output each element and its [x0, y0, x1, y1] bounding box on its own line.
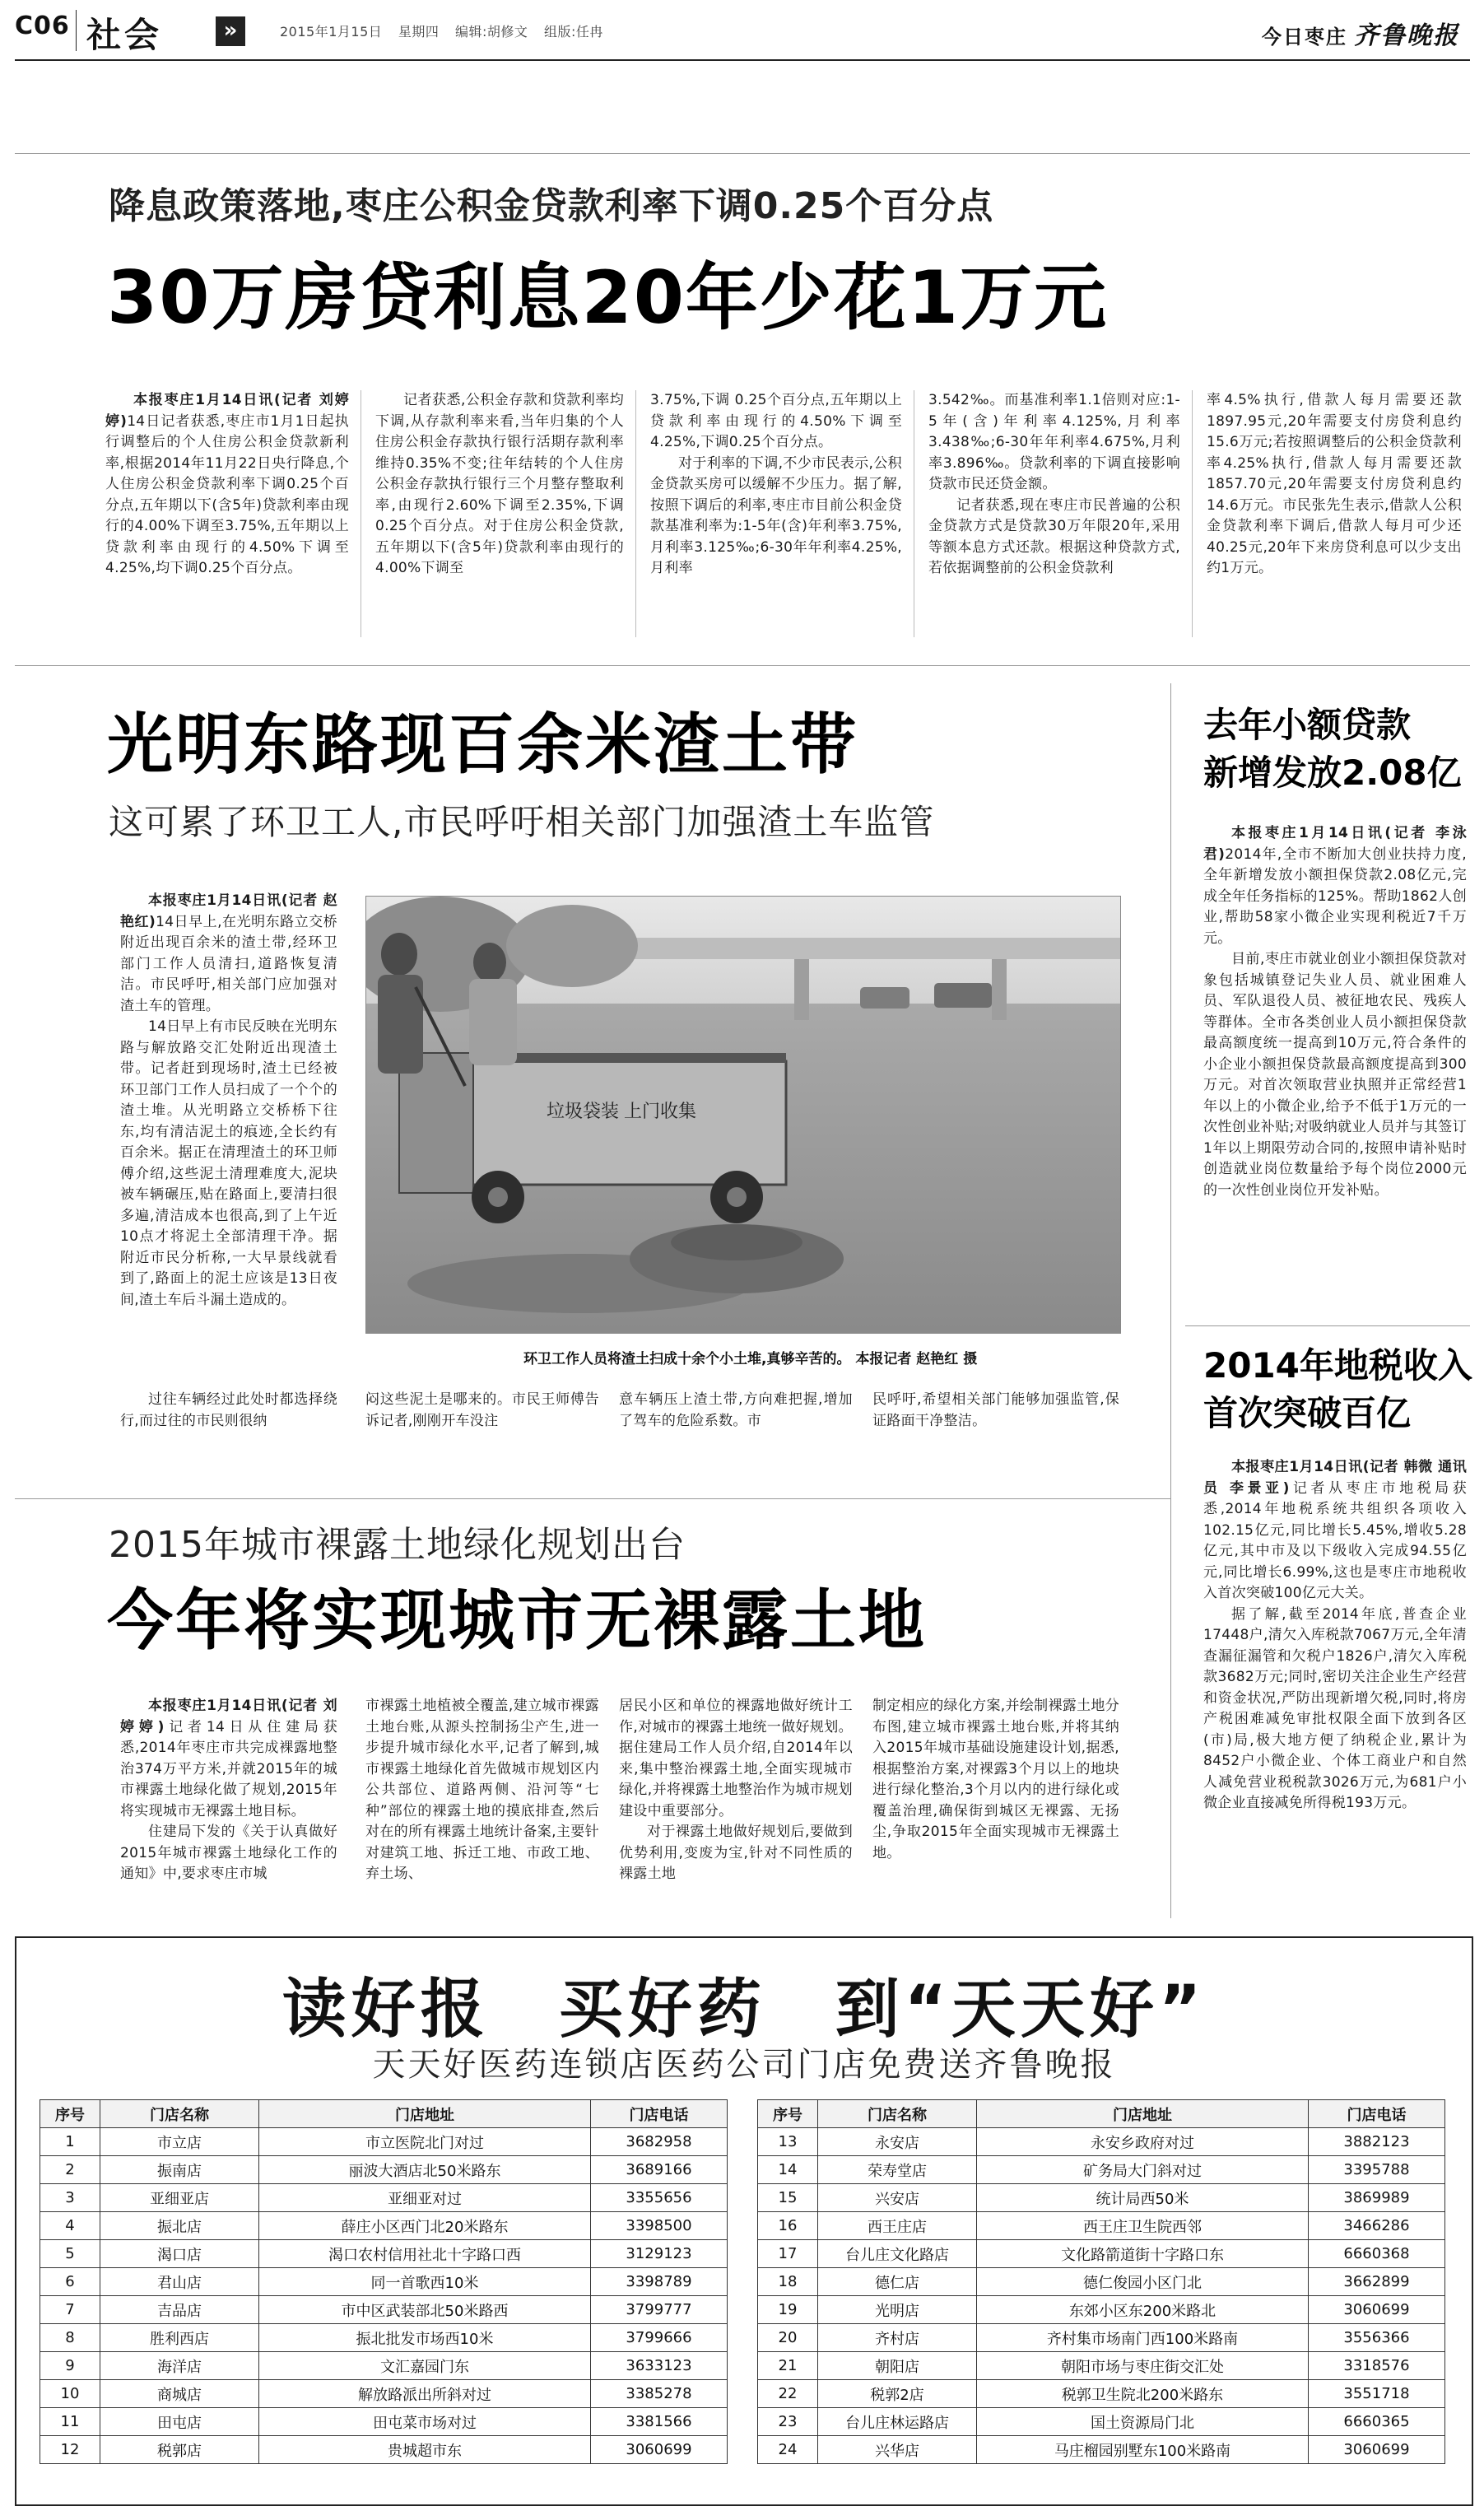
side1-headline-line2: 新增发放2.08亿	[1203, 752, 1462, 793]
store-name: 西王庄店	[818, 2212, 977, 2240]
store-address: 贵城超市东	[259, 2436, 591, 2464]
store-number: 11	[40, 2408, 100, 2436]
store-name: 齐村店	[818, 2324, 977, 2352]
story3-col3-text-a: 居民小区和单位的裸露地做好统计工作,对城市的裸露土地统一做好规划。据住建局工作人员介绍,自2014年以来,集中整治裸露土地,全面实现城市绿化,并将裸露土地整治作为城市规划建设中重要部分。	[619, 1698, 853, 1819]
story3-column-3	[619, 1696, 853, 1885]
store-name: 光明店	[818, 2296, 977, 2324]
store-name: 台儿庄文化路店	[818, 2240, 977, 2268]
store-name: 君山店	[100, 2268, 259, 2296]
table-row	[40, 2212, 728, 2240]
side2-headline	[1203, 1342, 1472, 1437]
table-row	[758, 2436, 1445, 2464]
story3-col3-text-b: 对于裸露土地做好规划后,要做到优势利用,变废为宝,针对不同性质的裸露土地	[619, 1824, 853, 1882]
store-name: 振北店	[100, 2212, 259, 2240]
store-number: 16	[758, 2212, 818, 2240]
story2-bottom-col-4	[872, 1390, 1119, 1432]
store-address: 永安乡政府对过	[977, 2128, 1309, 2156]
table-row	[758, 2268, 1445, 2296]
store-number: 2	[40, 2156, 100, 2184]
store-phone: 3466286	[1309, 2212, 1445, 2240]
store-address: 解放路派出所斜对过	[259, 2380, 591, 2408]
story3-column-1	[120, 1696, 337, 1885]
store-address: 朝阳市场与枣庄街交汇处	[977, 2352, 1309, 2380]
table-row	[40, 2184, 728, 2212]
table-row	[758, 2408, 1445, 2436]
store-address: 齐村集市场南门西100米路南	[977, 2324, 1309, 2352]
store-address: 同一首歌西10米	[259, 2268, 591, 2296]
story1-headline: 30万房贷利息20年少花1万元	[107, 255, 1109, 340]
sidebar-divider	[1170, 683, 1171, 1918]
store-name: 渴口店	[100, 2240, 259, 2268]
store-number: 5	[40, 2240, 100, 2268]
store-name: 市立店	[100, 2128, 259, 2156]
story1-col2-text: 记者获悉,公积金存款和贷款利率均下调,从存款利率来看,当年归集的个人住房公积金存款执行银行活期存款利率维持0.35%不变;往年结转的个人住房公积金存款执行银行三个月整存整取利率,由现行2.60%下调至2.35%,下调0.25个百分点。对于住房公积金贷款,五年期以下(含5年)贷款利率由现行的4.00%下调至	[375, 392, 624, 576]
col-header-phone: 门店电话	[1309, 2100, 1445, 2128]
store-address: 文化路箭道街十字路口东	[977, 2240, 1309, 2268]
chevron-right-icon: »	[216, 16, 245, 46]
store-number: 9	[40, 2352, 100, 2380]
side1-body	[1203, 823, 1467, 1201]
story2-bottom-col-3	[619, 1390, 853, 1432]
story1-kicker: 降息政策落地,枣庄公积金贷款利率下调0.25个百分点	[109, 185, 994, 227]
store-name: 商城店	[100, 2380, 259, 2408]
story1-column-1	[105, 390, 349, 580]
store-name: 振南店	[100, 2156, 259, 2184]
col-header-address: 门店地址	[977, 2100, 1309, 2128]
col-header-no: 序号	[758, 2100, 818, 2128]
cart-sign-text: 垃圾袋装 上门收集	[546, 1101, 697, 1121]
store-phone: 3682958	[591, 2128, 728, 2156]
col-header-phone: 门店电话	[591, 2100, 728, 2128]
store-phone: 3381566	[591, 2408, 728, 2436]
editor-credit: 编辑:胡修文	[454, 24, 528, 40]
store-number: 3	[40, 2184, 100, 2212]
issue-meta	[280, 21, 615, 40]
store-phone: 3355656	[591, 2184, 728, 2212]
store-phone: 3662899	[1309, 2268, 1445, 2296]
store-name: 永安店	[818, 2128, 977, 2156]
store-address: 马庄榴园别墅东100米路南	[977, 2436, 1309, 2464]
street-cleaning-photo	[365, 896, 1121, 1334]
table-row	[758, 2240, 1445, 2268]
store-number: 20	[758, 2324, 818, 2352]
story1-bottom-rule	[15, 665, 1470, 666]
brand-label: 今日枣庄	[1262, 26, 1347, 49]
story1-col1-text: 14日记者获悉,枣庄市1月1日起执行调整后的个人住房公积金贷款新利率,根据2014年11月22日央行降息,个人住房公积金贷款利率下调0.25个百分点,五年期以下(含5年)贷款利率由现行的4.00%下调至3.75%,五年期以上贷款利率由现行的4.50%下调至4.25%,均下调0.25个百分点。	[105, 412, 349, 576]
side2-headline-line2: 首次突破百亿	[1203, 1393, 1412, 1433]
story3-column-4	[872, 1696, 1119, 1864]
store-phone: 6660368	[1309, 2240, 1445, 2268]
side2-text-2: 据了解,截至2014年底,普查企业17448户,清欠入库税款7067万元,全年清查漏征漏管和欠税户1826户,清欠入库税款3682万元;同时,密切关注企业生产经营和资金状况,严防出现新增欠税,同时,将房产税困难减免审批权限全面下放到各区(市)局,极大地方便了纳税企业,累计为8452户小微企业、个体工商业户和自然人减免营业税税款3026万元,为681户小微企业直接减免所得税193万元。	[1203, 1605, 1467, 1811]
side1-byline: 本报枣庄1月14日讯(记者 李泳君)	[1203, 825, 1467, 863]
column-divider	[1192, 390, 1193, 637]
story1-col5-text: 率4.5%执行,借款人每月需要还款1897.95元,20年需要支付房贷利息约15.6万元;若按照调整后的公积金贷款利率4.25%执行,借款人每月需要还款1857.70元,20年需要支付房贷利息约14.6万元。市民张先生表示,借款人公积金贷款利率下调后,借款人每月可少还40.25元,20年下来房贷利息可以少支出约1万元。	[1207, 392, 1462, 576]
store-number: 14	[758, 2156, 818, 2184]
story2-bottom-text-1: 过往车辆经过此处时都选择绕行,而过往的市民则很纳	[120, 1391, 337, 1429]
store-name: 荣寿堂店	[818, 2156, 977, 2184]
store-phone: 3060699	[591, 2436, 728, 2464]
side2-text-1: 记者从枣庄市地税局获悉,2014年地税系统共组织各项收入102.15亿元,同比增长5.45%,增收5.28亿元,其中市及以下级收入完成94.55亿元,同比增长6.99%,这也是枣庄市地税收入首次突破100亿元大关。	[1203, 1479, 1467, 1601]
store-phone: 6660365	[1309, 2408, 1445, 2436]
story3-kicker: 2015年城市裸露土地绿化规划出台	[109, 1524, 686, 1566]
issue-date: 2015年1月15日	[280, 24, 383, 40]
store-phone: 3799666	[591, 2324, 728, 2352]
story2-col1-text-a: 14日早上,在光明东路立交桥附近出现百余米的渣土带,经环卫部门工作人员清扫,道路恢复清洁。市民呼吁,相关部门应加强对渣土车的管理。	[120, 913, 337, 1014]
story3-col4-text: 制定相应的绿化方案,并绘制裸露土地分布图,建立城市裸露土地台账,并将其纳入2015年城市基础设施建设计划,据悉,根据整治方案,对裸露3个月以上的地块进行绿化整治,3个月以内的进行绿化或覆盖治理,确保街到城区无裸露、无扬尘,争取2015年全面实现城市无裸露土地。	[872, 1698, 1119, 1861]
story1-col4-text-b: 记者获悉,现在枣庄市民普遍的公积金贷款方式是贷款30万年限20年,采用等额本息方式还款。根据这种贷款方式,若依据调整前的公积金贷款利	[928, 496, 1180, 576]
store-address: 振北批发市场西10米	[259, 2324, 591, 2352]
store-phone: 3385278	[591, 2380, 728, 2408]
table-row	[40, 2240, 728, 2268]
store-phone: 3395788	[1309, 2156, 1445, 2184]
ad-subtitle: 天天好医药连锁店医药公司门店免费送齐鲁晚报	[372, 2046, 1116, 2084]
store-table-left	[40, 2099, 728, 2464]
store-name: 兴安店	[818, 2184, 977, 2212]
store-number: 22	[758, 2380, 818, 2408]
story1-column-5	[1207, 390, 1462, 580]
store-table-right	[757, 2099, 1445, 2464]
store-number: 7	[40, 2296, 100, 2324]
store-address: 文汇嘉园门东	[259, 2352, 591, 2380]
store-phone: 3882123	[1309, 2128, 1445, 2156]
story2-headline: 光明东路现百余米渣土带	[107, 706, 858, 783]
photo-caption: 环卫工作人员将渣土扫成十余个小土堆,真够辛苦的。 本报记者 赵艳红 摄	[523, 1351, 978, 1367]
store-number: 23	[758, 2408, 818, 2436]
table-row	[758, 2156, 1445, 2184]
store-number: 18	[758, 2268, 818, 2296]
layout-credit: 组版:任冉	[543, 24, 603, 40]
table-row	[758, 2380, 1445, 2408]
store-address: 亚细亚对过	[259, 2184, 591, 2212]
story1-col3-text-b: 对于利率的下调,不少市民表示,公积金贷款买房可以缓解不少压力。据了解,按照下调后的利率,枣庄市目前公积金贷款基准利率为:1-5年(含)年利率3.75%,月利率3.125‰;6-30年年利率4.25%,月利率	[650, 454, 902, 576]
story2-col1-text-b: 14日早上有市民反映在光明东路与解放路交汇处附近出现渣土带。记者赶到现场时,渣土已经被环卫部门工作人员扫成了一个个的渣土堆。从光明路立交桥桥下往东,均有清洁泥土的痕迹,全长约有百余米。据正在清理渣土的环卫师傅介绍,这些泥土清理难度大,泥块被车辆碾压,贴在路面上,要清扫很多遍,清洁成本也很高,到了上午近10点才将泥土全部清理干净。据附近市民分析称,一大早景线就看到了,路面上的泥土应该是13日夜间,渣土车后斗漏土造成的。	[120, 1018, 337, 1308]
store-phone: 3398500	[591, 2212, 728, 2240]
page-number: C06	[15, 12, 70, 40]
store-name: 吉品店	[100, 2296, 259, 2324]
store-name: 德仁店	[818, 2268, 977, 2296]
story3-byline: 本报枣庄1月14日讯(记者 刘婷婷)	[120, 1698, 337, 1735]
table-row	[758, 2184, 1445, 2212]
table-row	[40, 2408, 728, 2436]
story2-column-1	[120, 891, 337, 1311]
table-row	[40, 2380, 728, 2408]
newspaper-logo: 齐鲁晚报	[1354, 21, 1459, 50]
table-row	[40, 2324, 728, 2352]
story3-headline: 今年将实现城市无裸露土地	[107, 1582, 927, 1659]
store-address: 东郊小区东200米路北	[977, 2296, 1309, 2324]
table-row	[40, 2128, 728, 2156]
ad-title: 读好报 买好药 到“天天好”	[281, 1973, 1207, 2047]
store-number: 24	[758, 2436, 818, 2464]
col-header-name: 门店名称	[818, 2100, 977, 2128]
store-phone: 3060699	[1309, 2296, 1445, 2324]
store-address: 市中区武装部北50米路西	[259, 2296, 591, 2324]
story2-bottom-col-1	[120, 1390, 337, 1432]
story1-column-2	[375, 390, 624, 580]
store-address: 田屯菜市场对过	[259, 2408, 591, 2436]
side2-byline: 本报枣庄1月14日讯(记者 韩微 通讯员 李景亚)	[1203, 1459, 1467, 1497]
story2-byline: 本报枣庄1月14日讯(记者 赵艳红)	[120, 892, 337, 930]
store-phone: 3633123	[591, 2352, 728, 2380]
story3-top-rule	[15, 1498, 1170, 1499]
store-name: 田屯店	[100, 2408, 259, 2436]
store-name: 税郭2店	[818, 2380, 977, 2408]
table-row	[40, 2296, 728, 2324]
story3-col2-text: 市裸露土地植被全覆盖,建立城市裸露土地台账,从源头控制扬尘产生,进一步提升城市绿化水平,记者了解到,城市裸露土地绿化首先做城市规划区内公共部位、道路两侧、沿河等“七种”部位的裸露土地的摸底排查,然后对在的所有裸露土地统计备案,主要针对建筑工地、拆迁工地、市政工地、弃土场、	[365, 1698, 599, 1882]
store-name: 亚细亚店	[100, 2184, 259, 2212]
story1-byline: 本报枣庄1月14日讯(记者 刘婷婷)	[105, 392, 349, 430]
side-divider	[1185, 1325, 1470, 1326]
store-name: 胜利西店	[100, 2324, 259, 2352]
story2-bottom-col-2	[365, 1390, 599, 1432]
story2-bottom-text-4: 民呼吁,希望相关部门能够加强监管,保证路面干净整洁。	[872, 1391, 1119, 1429]
store-number: 15	[758, 2184, 818, 2212]
photo-illustration	[366, 897, 1120, 1333]
story1-column-4	[928, 390, 1180, 580]
store-number: 6	[40, 2268, 100, 2296]
store-phone: 3060699	[1309, 2436, 1445, 2464]
side1-headline-line1: 去年小额贷款	[1203, 705, 1412, 745]
store-number: 8	[40, 2324, 100, 2352]
table-row	[758, 2212, 1445, 2240]
table-row	[758, 2128, 1445, 2156]
column-divider	[635, 390, 636, 637]
store-name: 税郭店	[100, 2436, 259, 2464]
store-name: 兴华店	[818, 2436, 977, 2464]
story2-subhead: 这可累了环卫工人,市民呼吁相关部门加强渣土车监管	[109, 802, 935, 842]
store-address: 矿务局大门斜对过	[977, 2156, 1309, 2184]
store-phone: 3398789	[591, 2268, 728, 2296]
col-header-no: 序号	[40, 2100, 100, 2128]
story1-top-rule	[15, 153, 1470, 154]
store-address: 统计局西50米	[977, 2184, 1309, 2212]
store-number: 1	[40, 2128, 100, 2156]
store-address: 国土资源局门北	[977, 2408, 1309, 2436]
store-number: 13	[758, 2128, 818, 2156]
store-phone: 3799777	[591, 2296, 728, 2324]
side1-text-1: 2014年,全市不断加大创业扶持力度,全年新增发放小额担保贷款2.08亿元,完成全年任务指标的125%。帮助1862人创业,帮助58家小微企业实现利税近7千万元。	[1203, 846, 1467, 947]
store-number: 4	[40, 2212, 100, 2240]
story2-bottom-text-2: 闷这些泥土是哪来的。市民王师傅告诉记者,刚刚开车没注	[365, 1391, 599, 1429]
store-phone: 3551718	[1309, 2380, 1445, 2408]
masthead-brand	[1262, 15, 1459, 51]
store-number: 21	[758, 2352, 818, 2380]
store-address: 渴口农村信用社北十字路口西	[259, 2240, 591, 2268]
table-row	[40, 2436, 728, 2464]
table-row	[40, 2156, 728, 2184]
side2-headline-line1: 2014年地税收入	[1203, 1345, 1472, 1386]
store-phone: 3318576	[1309, 2352, 1445, 2380]
table-row	[40, 2352, 728, 2380]
store-number: 17	[758, 2240, 818, 2268]
pharmacy-ad	[15, 1936, 1473, 2506]
story1-col3-text-a: 3.75%,下调 0.25个百分点,五年期以上贷款利率由现行的4.50%下调至4.25%,下调0.25个百分点。	[650, 392, 902, 450]
story3-col1-text-a: 记者14日从住建局获悉,2014年枣庄市共完成裸露地整治374万平方米,并就2015年的城市裸露土地绿化做了规划,2015年将实现城市无裸露土地目标。	[120, 1718, 338, 1819]
store-number: 19	[758, 2296, 818, 2324]
store-number: 10	[40, 2380, 100, 2408]
section-title: 社会	[86, 15, 163, 55]
col-header-name: 门店名称	[100, 2100, 259, 2128]
store-name: 台儿庄林运路店	[818, 2408, 977, 2436]
issue-weekday: 星期四	[398, 24, 440, 40]
table-row	[40, 2268, 728, 2296]
store-phone: 3556366	[1309, 2324, 1445, 2352]
store-address: 丽波大酒店北50米路东	[259, 2156, 591, 2184]
story2-bottom-text-3: 意车辆压上渣土带,方向难把握,增加了驾车的危险系数。市	[619, 1391, 853, 1429]
story1-col4-text-a: 3.542‰。而基准利率1.1倍则对应:1-5年(含)年利率4.125%,月利率3.438‰;6-30年年利率4.675%,月利率3.896‰。贷款利率的下调直接影响贷款市民还贷金额。	[928, 392, 1180, 492]
side1-text-2: 目前,枣庄市就业创业小额担保贷款对象包括城镇登记失业人员、就业困难人员、军队退役人员、被征地农民、残疾人等群体。全市各类创业人员小额担保贷款最高额度统一提高到10万元,符合条件的小企业小额担保贷款最高额度提高到300万元。对首次领取营业执照并正常经营1年以上的小微企业,给予不低于1万元的一次性创业补贴;对吸纳就业人员并与其签订1年以上期限劳动合同的,按照申请补贴时创造就业岗位数量给予每个岗位2000元的一次性创业岗位开发补贴。	[1203, 951, 1467, 1199]
store-phone: 3129123	[591, 2240, 728, 2268]
header-divider	[76, 10, 77, 51]
store-address: 薛庄小区西门北20米路东	[259, 2212, 591, 2240]
side2-body	[1203, 1457, 1467, 1815]
store-name: 海洋店	[100, 2352, 259, 2380]
table-row	[758, 2296, 1445, 2324]
store-address: 西王庄卫生院西邻	[977, 2212, 1309, 2240]
side1-headline	[1203, 701, 1462, 797]
store-number: 12	[40, 2436, 100, 2464]
story3-col1-text-b: 住建局下发的《关于认真做好2015年城市裸露土地绿化工作的通知》中,要求枣庄市城	[120, 1824, 337, 1882]
store-address: 德仁俊园小区门北	[977, 2268, 1309, 2296]
store-phone: 3689166	[591, 2156, 728, 2184]
story1-column-3	[650, 390, 902, 580]
header-rule	[15, 59, 1470, 61]
col-header-address: 门店地址	[259, 2100, 591, 2128]
store-name: 朝阳店	[818, 2352, 977, 2380]
table-row	[758, 2324, 1445, 2352]
table-row	[758, 2352, 1445, 2380]
store-phone: 3869989	[1309, 2184, 1445, 2212]
story3-column-2	[365, 1696, 599, 1885]
store-address: 市立医院北门对过	[259, 2128, 591, 2156]
store-address: 税郭卫生院北200米路东	[977, 2380, 1309, 2408]
